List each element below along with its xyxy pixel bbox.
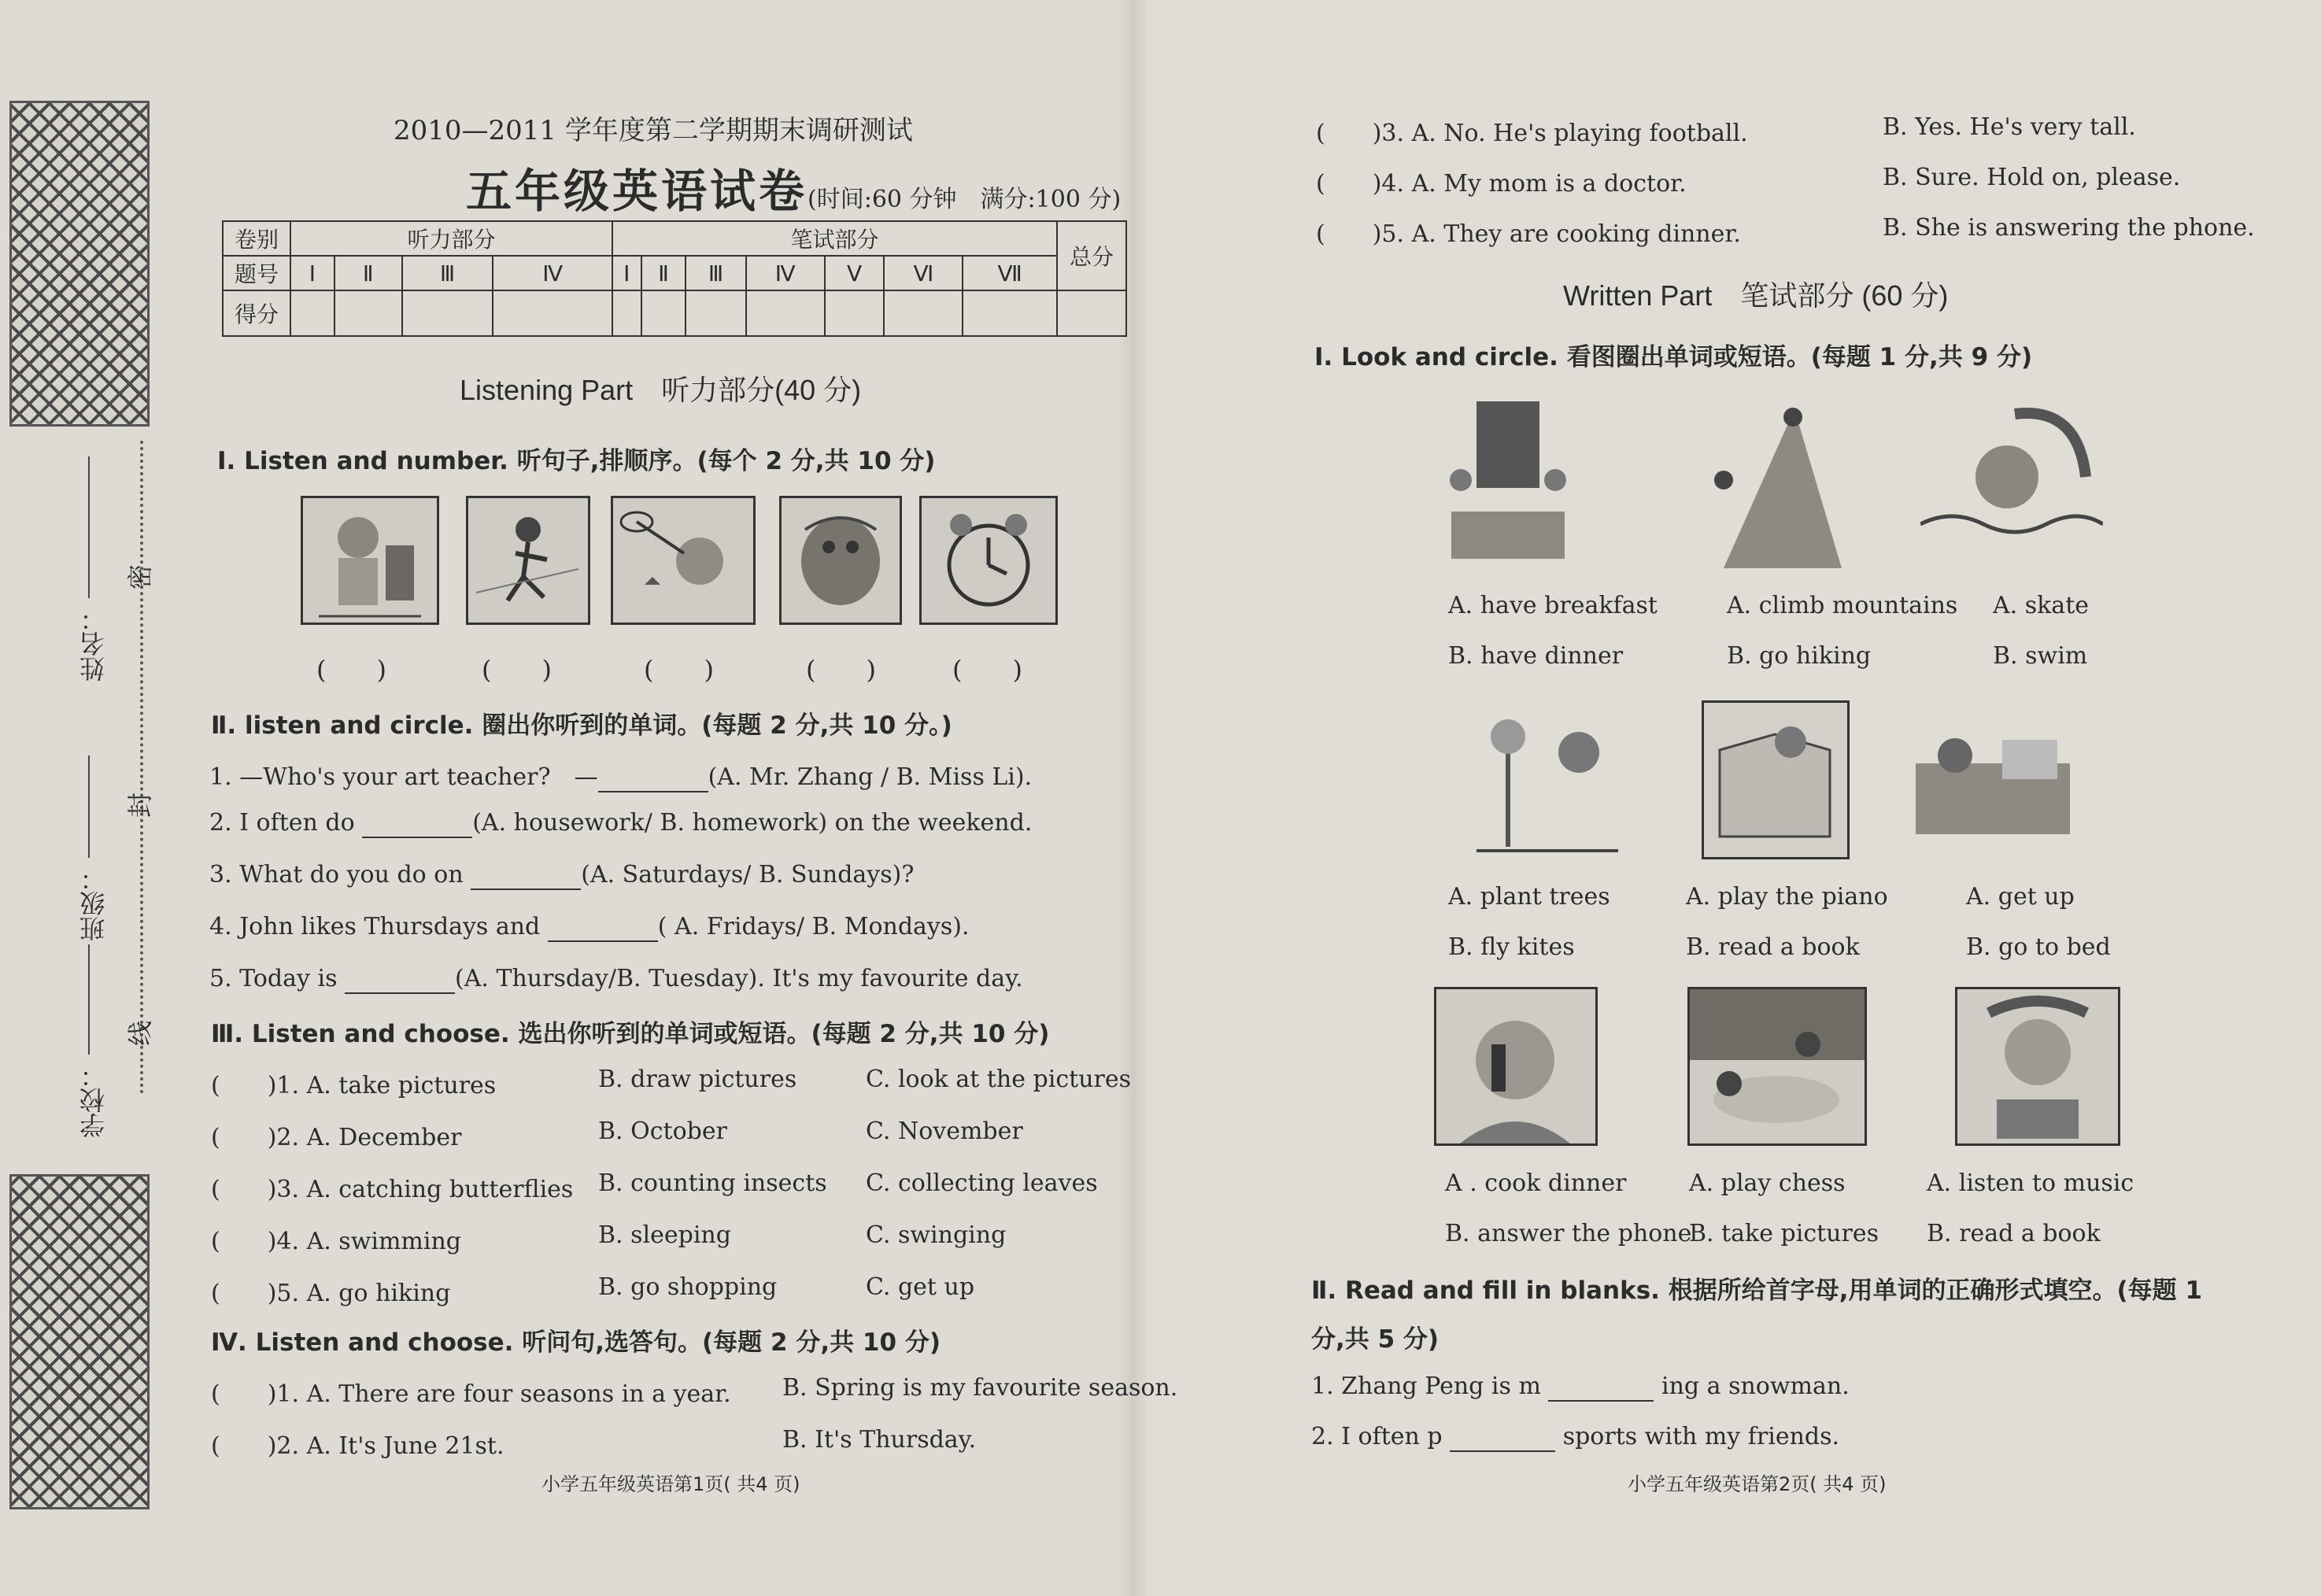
choice-b[interactable]: B. Spring is my favourite season. [782, 1374, 1178, 1402]
name-underline [88, 456, 90, 598]
question-line [209, 913, 970, 942]
picture-painting-girl [301, 496, 439, 625]
question-line [209, 809, 1032, 838]
seal-char-feng: 封 [125, 792, 156, 818]
score-input-cell[interactable] [612, 290, 641, 336]
listening-part-title: Listening Part 听力部分(40 分) [460, 374, 862, 406]
choice-c[interactable]: C. collecting leaves [866, 1169, 1098, 1197]
table-cell: Ⅳ [493, 256, 612, 290]
question-text: 4. John likes Thursdays and [209, 913, 541, 940]
choice-b[interactable]: B. counting insects [598, 1169, 827, 1197]
written-section-1-title: Ⅰ. Look and circle. 看图圈出单词或短语。(每题 1 分,共 9 分) [1314, 343, 2033, 371]
option-a[interactable]: A. listen to music [1927, 1169, 2134, 1197]
fill-text: ing a snowman. [1661, 1372, 1850, 1400]
answer-underline[interactable] [598, 763, 708, 792]
choice-a[interactable]: ( )1. A. take pictures [211, 1072, 497, 1099]
question-options: (A. Thursday/B. Tuesday). It's my favourite day. [455, 965, 1023, 992]
option-a[interactable]: A . cook dinner [1445, 1169, 1627, 1197]
score-input-cell[interactable] [402, 290, 493, 336]
option-a[interactable]: A. skate [1993, 592, 2090, 619]
score-input-cell[interactable] [1057, 290, 1126, 336]
option-b[interactable]: B. read a book [1686, 933, 1860, 961]
answer-underline[interactable] [362, 809, 472, 838]
option-a[interactable]: A. climb mountains [1727, 592, 1958, 619]
question-text: 1. —Who's your art teacher? — [209, 763, 598, 791]
question-text: 5. Today is [209, 965, 338, 992]
option-a[interactable]: A. get up [1966, 883, 2075, 911]
picture-dinner-table [1445, 393, 1571, 568]
written-part-title: Written Part 笔试部分 (60 分) [1563, 279, 1949, 312]
option-b[interactable]: B. answer the phone [1445, 1220, 1692, 1247]
section-3-title: Ⅲ. Listen and choose. 选出你听到的单词或短语。(每题 2 分,共 10 分) [211, 1020, 1050, 1048]
picture-bed [1908, 700, 2078, 855]
answer-blank-5[interactable]: ( ) [952, 655, 1022, 685]
exam-title [466, 154, 1121, 220]
section-4-title: Ⅳ. Listen and choose. 听问句,选答句。(每题 2 分,共 10 分) [211, 1328, 941, 1357]
name-label: 姓名： [79, 606, 109, 682]
table-cell: Ⅰ [612, 256, 641, 290]
answer-underline[interactable] [471, 861, 581, 890]
table-cell: Ⅲ [402, 256, 493, 290]
picture-phone-call [1434, 987, 1598, 1146]
seal-char-xian: 线 [125, 1020, 156, 1047]
option-b[interactable]: B. fly kites [1448, 933, 1575, 961]
question-options: (A. Mr. Zhang / B. Miss Li). [708, 763, 1033, 791]
score-input-cell[interactable] [963, 290, 1057, 336]
picture-climbing [1692, 393, 1850, 568]
question-line [209, 965, 1023, 994]
option-a[interactable]: A. plant trees [1448, 883, 1610, 911]
picture-girl-reading [1955, 987, 2120, 1146]
score-input-cell[interactable] [493, 290, 612, 336]
picture-picnic [1687, 987, 1867, 1146]
fill-blank[interactable] [1548, 1372, 1654, 1402]
table-cell: 得分 [223, 290, 290, 336]
picture-planting [1469, 697, 1626, 861]
choice-a[interactable]: ( )5. A. They are cooking dinner. [1316, 220, 1741, 248]
option-b[interactable]: B. read a book [1927, 1220, 2101, 1247]
answer-underline[interactable] [548, 913, 658, 942]
score-input-cell[interactable] [334, 290, 402, 336]
choice-c[interactable]: C. get up [866, 1273, 975, 1301]
table-cell: Ⅲ [686, 256, 745, 290]
option-b[interactable]: B. have dinner [1448, 642, 1624, 670]
table-cell: Ⅳ [746, 256, 825, 290]
choice-b[interactable]: B. October [598, 1118, 727, 1145]
choice-a[interactable]: ( )3. A. catching butterflies [211, 1176, 574, 1203]
answer-blank-1[interactable]: ( ) [316, 655, 386, 685]
choice-a[interactable]: ( )4. A. My mom is a doctor. [1316, 170, 1687, 198]
choice-b[interactable]: B. She is answering the phone. [1883, 214, 2255, 242]
seal-char-mi: 密 [125, 563, 156, 590]
fill-text: 2. I often p [1311, 1423, 1443, 1450]
score-input-cell[interactable] [641, 290, 686, 336]
option-a[interactable]: A. play chess [1689, 1169, 1846, 1197]
binding-pattern-bottom [9, 1174, 150, 1509]
choice-a[interactable]: ( )1. A. There are four seasons in a year. [211, 1380, 731, 1408]
fill-text: sports with my friends. [1562, 1423, 1840, 1450]
answer-blank-2[interactable]: ( ) [482, 655, 552, 685]
exam-title-meta: (时间:60 分钟 满分:100 分) [808, 186, 1122, 213]
table-cell: 题号 [223, 256, 290, 290]
answer-blank-3[interactable]: ( ) [644, 655, 714, 685]
option-a[interactable]: A. have breakfast [1448, 592, 1658, 619]
binding-pattern-top [9, 101, 150, 427]
table-cell: Ⅵ [884, 256, 963, 290]
option-a[interactable]: A. play the piano [1686, 883, 1888, 911]
table-cell: 听力部分 [290, 221, 612, 256]
score-table [222, 220, 1127, 337]
question-options: ( A. Fridays/ B. Mondays). [657, 913, 970, 940]
question-text: 3. What do you do on [209, 861, 464, 889]
choice-a[interactable]: ( )3. A. No. He's playing football. [1316, 120, 1748, 147]
choice-b[interactable]: B. sleeping [598, 1221, 731, 1249]
table-cell: Ⅴ [825, 256, 885, 290]
fill-blank[interactable] [1450, 1423, 1555, 1452]
table-cell: 笔试部分 [612, 221, 1057, 256]
class-underline [88, 756, 90, 858]
answer-underline[interactable] [345, 965, 455, 994]
score-input-cell[interactable] [746, 290, 825, 336]
fill-line [1311, 1372, 1850, 1402]
page-footer: 小学五年级英语第2页( 共4 页) [1628, 1473, 1887, 1495]
choice-b[interactable]: B. Yes. He's very tall. [1883, 113, 2136, 141]
picture-reading [1702, 700, 1850, 859]
score-input-cell[interactable] [884, 290, 963, 336]
table-cell: Ⅶ [963, 256, 1057, 290]
question-line [209, 757, 1032, 792]
exam-title-main: 五年级英语试卷 [466, 164, 808, 218]
seal-dotted-line [140, 441, 143, 1094]
table-cell: 总分 [1057, 221, 1126, 290]
option-b[interactable]: B. go to bed [1966, 933, 2111, 961]
table-cell: Ⅱ [641, 256, 686, 290]
choice-a[interactable]: ( )4. A. swimming [211, 1228, 461, 1255]
fill-text: 1. Zhang Peng is m [1311, 1372, 1541, 1400]
exam-header-line: 2010—2011 学年度第二学期期末调研测试 [394, 115, 913, 146]
question-line [209, 861, 914, 890]
section-2-title: Ⅱ. listen and circle. 圈出你听到的单词。(每题 2 分,共 10 分。) [211, 711, 952, 740]
choice-c[interactable]: C. look at the pictures [866, 1066, 1132, 1093]
choice-c[interactable]: C. swinging [866, 1221, 1007, 1249]
choice-b[interactable]: B. go shopping [598, 1273, 778, 1301]
option-b[interactable]: B. take pictures [1689, 1220, 1879, 1247]
choice-b[interactable]: B. Sure. Hold on, please. [1883, 164, 2181, 191]
question-options: (A. housework/ B. homework) on the weekend. [472, 809, 1033, 837]
choice-a[interactable]: ( )2. A. It's June 21st. [211, 1432, 504, 1460]
choice-b[interactable]: B. draw pictures [598, 1066, 797, 1093]
table-cell: 卷别 [223, 221, 290, 256]
written-section-2-title-cont: 分,共 5 分) [1311, 1325, 1440, 1354]
answer-blank-4[interactable]: ( ) [806, 655, 876, 685]
choice-a[interactable]: ( )5. A. go hiking [211, 1280, 451, 1307]
picture-running-boy [466, 496, 590, 625]
choice-c[interactable]: C. November [866, 1118, 1023, 1145]
picture-catching-butterflies [611, 496, 756, 625]
fill-line [1311, 1423, 1839, 1452]
picture-swimming [1920, 390, 2103, 568]
choice-a[interactable]: ( )2. A. December [211, 1124, 462, 1151]
table-cell: Ⅱ [334, 256, 402, 290]
score-input-cell[interactable] [290, 290, 334, 336]
picture-alarm-clock [919, 496, 1058, 625]
question-options: (A. Saturdays/ B. Sundays)? [581, 861, 915, 889]
picture-insects [779, 496, 902, 625]
school-underline [88, 944, 90, 1055]
option-b[interactable]: B. swim [1993, 642, 2088, 670]
score-input-cell[interactable] [825, 290, 885, 336]
table-cell: Ⅰ [290, 256, 334, 290]
class-label: 班级： [79, 866, 109, 941]
question-text: 2. I often do [209, 809, 355, 837]
score-input-cell[interactable] [686, 290, 745, 336]
school-label: 学校： [79, 1062, 109, 1138]
option-b[interactable]: B. go hiking [1727, 642, 1872, 670]
written-section-2-title: Ⅱ. Read and fill in blanks. 根据所给首字母,用单词的正确形式填空。(每题 1 [1311, 1276, 2203, 1305]
page-footer: 小学五年级英语第1页( 共4 页) [541, 1473, 800, 1495]
choice-b[interactable]: B. It's Thursday. [782, 1426, 977, 1454]
section-1-title: Ⅰ. Listen and number. 听句子,排顺序。(每个 2 分,共 10 分) [217, 447, 936, 475]
